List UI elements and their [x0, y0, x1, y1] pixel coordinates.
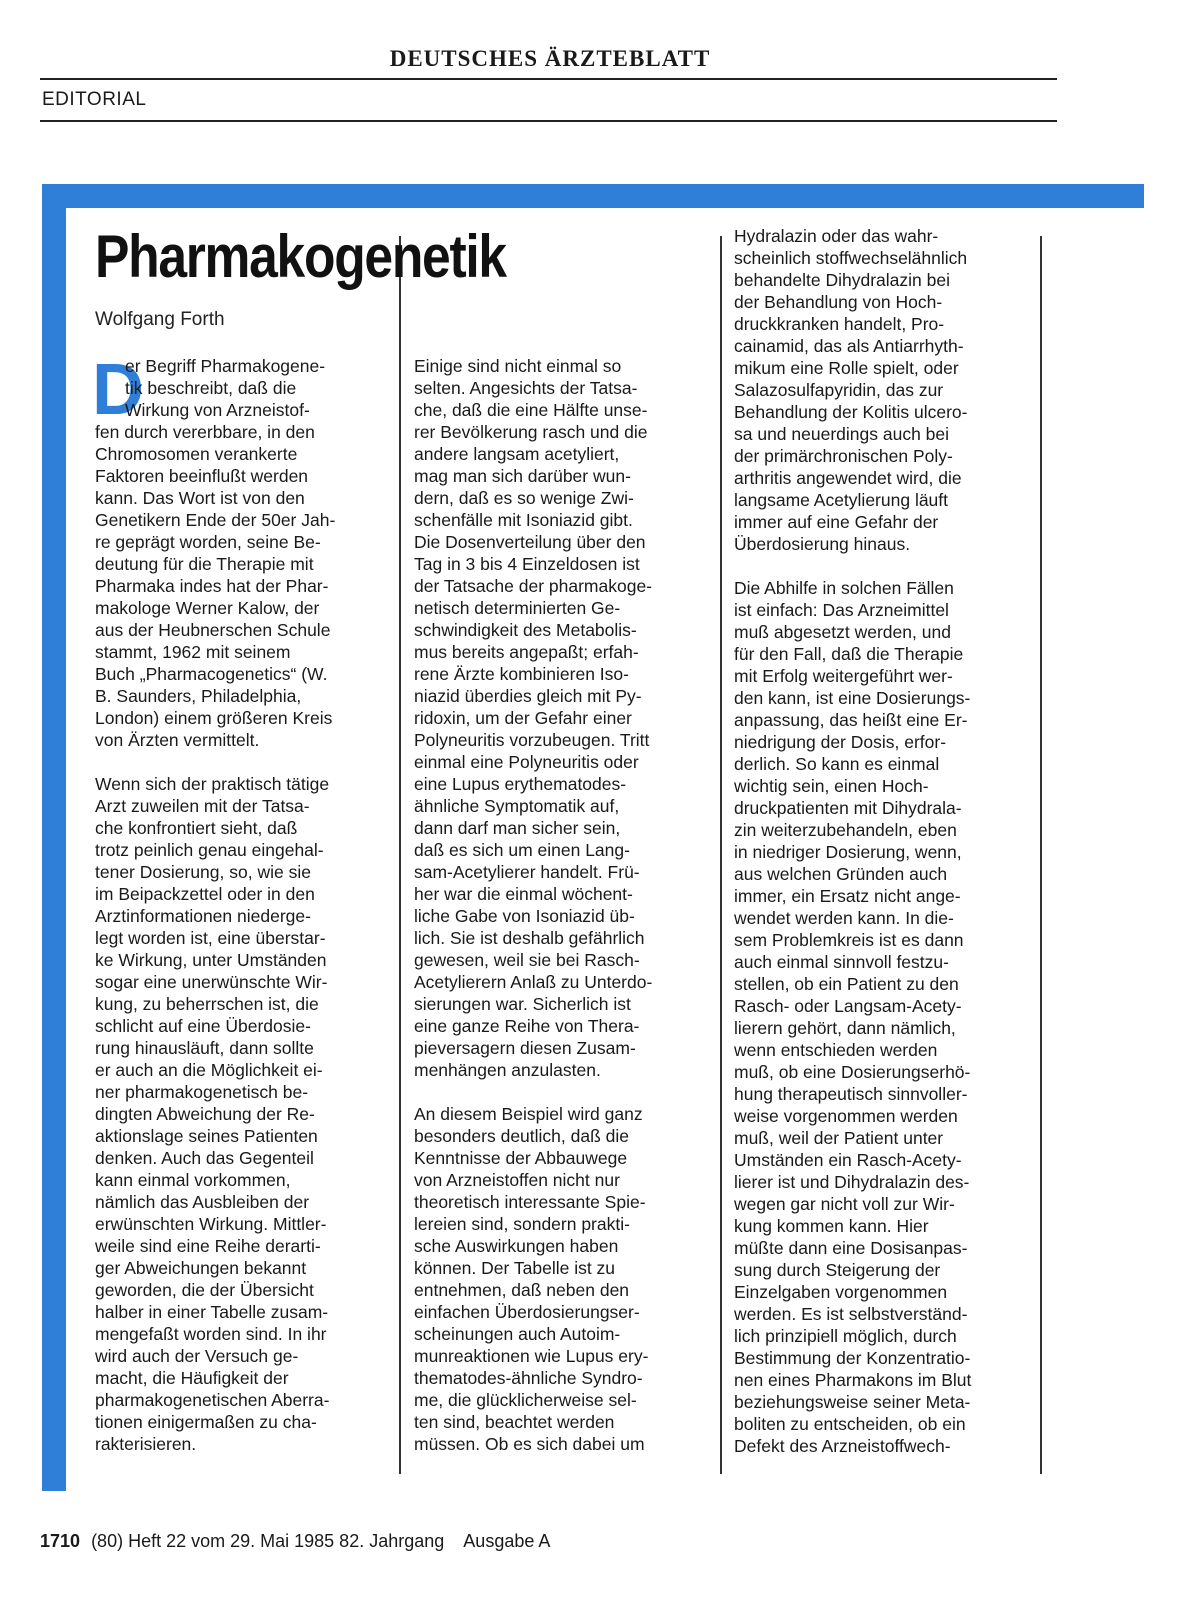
text-line: weile sind eine Reihe derarti- — [95, 1236, 321, 1256]
text-line: ner pharmakogenetisch be- — [95, 1082, 309, 1102]
text-line: muß, weil der Patient unter — [734, 1128, 944, 1148]
text-line: arthritis angewendet wird, die — [734, 468, 962, 488]
text-line: Einzelgaben vorgenommen — [734, 1282, 948, 1302]
text-line: lierern gehört, dann nämlich, — [734, 1018, 956, 1038]
text-line: der Behandlung von Hoch- — [734, 292, 943, 312]
text-line: pharmakogenetischen Aberra- — [95, 1390, 330, 1410]
paragraph-gap — [414, 1081, 652, 1103]
paragraph-gap — [734, 555, 971, 577]
text-line: aktionslage seines Patienten — [95, 1126, 318, 1146]
text-line: sche Auswirkungen haben — [414, 1236, 619, 1256]
masthead: DEUTSCHES ÄRZTEBLATT — [389, 46, 711, 71]
text-line: sung durch Steigerung der — [734, 1260, 941, 1280]
text-line: wird auch der Versuch ge- — [95, 1346, 299, 1366]
text-line: mag man sich darüber wun- — [414, 466, 631, 486]
text-line: ist einfach: Das Arzneimittel — [734, 600, 949, 620]
text-line: che, daß die eine Hälfte unse- — [414, 400, 648, 420]
text-line: aus der Heubnerschen Schule — [95, 620, 331, 640]
text-line: lich prinzipiell möglich, durch — [734, 1326, 957, 1346]
text-line: che konfrontiert sieht, daß — [95, 818, 298, 838]
text-line: gewesen, weil sie bei Rasch- — [414, 950, 640, 970]
text-line: macht, die Häufigkeit der — [95, 1368, 289, 1388]
text-line: Faktoren beeinflußt werden — [95, 466, 309, 486]
page-number: 1710 — [40, 1531, 81, 1551]
text-line: tener Dosierung, so, wie sie — [95, 862, 311, 882]
text-line: Defekt des Arzneistoffwech- — [734, 1436, 951, 1456]
text-line: mengefaßt worden sind. In ihr — [95, 1324, 327, 1344]
text-line: Genetikern Ende der 50er Jah- — [95, 510, 336, 530]
text-line: thematodes-ähnliche Syndro- — [414, 1368, 643, 1388]
text-line: auch einmal sinnvoll festzu- — [734, 952, 949, 972]
text-line: Umständen ein Rasch-Acety- — [734, 1150, 962, 1170]
edition-label: Ausgabe A — [463, 1531, 551, 1551]
text-line: legt worden ist, eine überstar- — [95, 928, 326, 948]
text-line: mus bereits angepaßt; erfah- — [414, 642, 639, 662]
text-line: rung hinausläuft, dann sollte — [95, 1038, 314, 1058]
text-line: anpassung, das heißt eine Er- — [734, 710, 968, 730]
text-line: der primärchronischen Poly- — [734, 446, 953, 466]
text-line: ke Wirkung, unter Umständen — [95, 950, 327, 970]
text-line: tionen einigermaßen zu cha- — [95, 1412, 317, 1432]
text-line: wendet werden kann. In die- — [734, 908, 954, 928]
text-line: erwünschten Wirkung. Mittler- — [95, 1214, 327, 1234]
text-line: der Tatsache der pharmakoge- — [414, 576, 653, 596]
text-line: Bestimmung der Konzentratio- — [734, 1348, 971, 1368]
text-line: entnehmen, daß neben den — [414, 1280, 630, 1300]
text-line: liche Gabe von Isoniazid üb- — [414, 906, 635, 926]
text-line: B. Saunders, Philadelphia, — [95, 686, 302, 706]
paragraph-gap — [95, 751, 335, 773]
text-line: Die Dosenverteilung über den — [414, 532, 646, 552]
text-line: Überdosierung hinaus. — [734, 534, 911, 554]
text-line: druckkranken handelt, Pro- — [734, 314, 945, 334]
drop-cap: D — [92, 350, 144, 430]
text-line: denken. Auch das Gegenteil — [95, 1148, 314, 1168]
text-line: dingten Abweichung der Re- — [95, 1104, 315, 1124]
text-line: sem Problemkreis ist es dann — [734, 930, 964, 950]
text-line: stammt, 1962 mit seinem — [95, 642, 291, 662]
article-column-2 — [414, 355, 652, 1455]
text-line: dann darf man sicher sein, — [414, 818, 621, 838]
text-line: her war die einmal wöchent- — [414, 884, 633, 904]
text-line: sa und neuerdings auch bei — [734, 424, 950, 444]
text-line: schenfälle mit Isoniazid gibt. — [414, 510, 633, 530]
text-line: fen durch vererbbare, in den — [95, 422, 315, 442]
text-line: einmal eine Polyneuritis oder — [414, 752, 639, 772]
text-line: London) einem größeren Kreis — [95, 708, 333, 728]
text-line: schlicht auf eine Überdosie- — [95, 1016, 311, 1036]
column-divider — [1040, 236, 1042, 1474]
text-line: andere langsam acetyliert, — [414, 444, 620, 464]
text-line: Die Abhilfe in solchen Fällen — [734, 578, 954, 598]
text-line: tik beschreibt, daß die — [125, 378, 297, 398]
text-line: weise vorgenommen werden — [734, 1106, 958, 1126]
text-line: rene Ärzte kombinieren Iso- — [414, 664, 629, 684]
text-line: nen eines Pharmakons im Blut — [734, 1370, 972, 1390]
text-line: kann. Das Wort ist von den — [95, 488, 305, 508]
text-line: scheinungen auch Autoim- — [414, 1324, 621, 1344]
text-line: druckpatienten mit Dihydrala- — [734, 798, 962, 818]
column-divider — [399, 236, 401, 1474]
text-line: makologe Werner Kalow, der — [95, 598, 320, 618]
text-line: scheinlich stoffwechselähnlich — [734, 248, 968, 268]
text-line: Rasch- oder Langsam-Acety- — [734, 996, 962, 1016]
text-line: geworden, die der Übersicht — [95, 1280, 314, 1300]
text-line: müssen. Ob es sich dabei um — [414, 1434, 645, 1454]
article-column-1 — [95, 355, 335, 1455]
text-line: ähnliche Symptomatik auf, — [414, 796, 620, 816]
page-footer — [40, 1531, 550, 1552]
text-line: mit Erfolg weitergeführt wer- — [734, 666, 953, 686]
text-line: von Ärzten vermittelt. — [95, 730, 260, 750]
text-line: niazid überdies gleich mit Py- — [414, 686, 642, 706]
text-line: Tag in 3 bis 4 Einzeldosen ist — [414, 554, 640, 574]
text-line: müßte dann eine Dosisanpas- — [734, 1238, 968, 1258]
text-line: rer Bevölkerung rasch und die — [414, 422, 648, 442]
text-line: eine ganze Reihe von Thera- — [414, 1016, 640, 1036]
text-line: boliten zu entscheiden, ob ein — [734, 1414, 966, 1434]
text-line: besonders deutlich, daß die — [414, 1126, 629, 1146]
text-line: einfachen Überdosierungser- — [414, 1302, 640, 1322]
text-line: menhängen anzulasten. — [414, 1060, 601, 1080]
text-line: den kann, ist eine Dosierungs- — [734, 688, 971, 708]
text-line: kung kommen kann. Hier — [734, 1216, 929, 1236]
text-line: behandelte Dihydralazin bei — [734, 270, 950, 290]
section-rule — [40, 120, 1057, 122]
text-line: eine Lupus erythematodes- — [414, 774, 627, 794]
article-column-3 — [734, 225, 971, 1457]
text-line: kann einmal vorkommen, — [95, 1170, 291, 1190]
text-line: mikum eine Rolle spielt, oder — [734, 358, 959, 378]
text-line: hung therapeutisch sinnvoller- — [734, 1084, 968, 1104]
text-line: derlich. So kann es einmal — [734, 754, 940, 774]
text-line: Wenn sich der praktisch tätige — [95, 774, 330, 794]
text-line: nämlich das Ausbleiben der — [95, 1192, 310, 1212]
text-line: Behandlung der Kolitis ulcero- — [734, 402, 968, 422]
text-line: selten. Angesichts der Tatsa- — [414, 378, 638, 398]
text-line: ger Abweichungen bekannt — [95, 1258, 307, 1278]
text-line: lierer ist und Dihydralazin des- — [734, 1172, 970, 1192]
text-line: Wirkung von Arzneistof- — [125, 400, 310, 420]
text-line: beziehungsweise seiner Meta- — [734, 1392, 971, 1412]
text-line: er auch an die Möglichkeit ei- — [95, 1060, 323, 1080]
text-line: sierungen war. Sicherlich ist — [414, 994, 631, 1014]
text-line: An diesem Beispiel wird ganz — [414, 1104, 643, 1124]
text-line: ridoxin, um der Gefahr einer — [414, 708, 632, 728]
text-line: cainamid, das als Antiarrhyth- — [734, 336, 964, 356]
text-line: langsame Acetylierung läuft — [734, 490, 949, 510]
text-line: Arztinformationen niederge- — [95, 906, 311, 926]
text-line: aus welchen Gründen auch — [734, 864, 948, 884]
text-line: pieversagern diesen Zusam- — [414, 1038, 636, 1058]
text-line: Einige sind nicht einmal so — [414, 356, 622, 376]
text-line: kung, zu beherrschen ist, die — [95, 994, 319, 1014]
text-line: immer, ein Ersatz nicht ange- — [734, 886, 961, 906]
text-line: muß, ob eine Dosierungserhö- — [734, 1062, 971, 1082]
header-rule — [40, 78, 1057, 80]
article-title: Pharmakogenetik — [95, 223, 506, 290]
section-label: EDITORIAL — [42, 89, 147, 110]
text-line: me, die glücklicherweise sel- — [414, 1390, 637, 1410]
text-line: Buch „Pharmacogenetics“ (W. — [95, 664, 328, 684]
text-line: netisch determinierten Ge- — [414, 598, 621, 618]
text-line: Acetylierern Anlaß zu Unterdo- — [414, 972, 653, 992]
text-line: halber in einer Tabelle zusam- — [95, 1302, 329, 1322]
text-line: Salazosulfapyridin, das zur — [734, 380, 944, 400]
text-line: immer auf eine Gefahr der — [734, 512, 939, 532]
text-line: muß abgesetzt werden, und — [734, 622, 951, 642]
text-line: Arzt zuweilen mit der Tatsa- — [95, 796, 310, 816]
text-line: wichtig sein, einen Hoch- — [734, 776, 929, 796]
text-line: Hydralazin oder das wahr- — [734, 226, 939, 246]
text-line: re geprägt worden, seine Be- — [95, 532, 321, 552]
text-line: rakterisieren. — [95, 1434, 197, 1454]
text-line: munreaktionen wie Lupus ery- — [414, 1346, 649, 1366]
text-line: können. Der Tabelle ist zu — [414, 1258, 616, 1278]
text-line: daß es sich um einen Lang- — [414, 840, 630, 860]
text-line: ten sind, beachtet werden — [414, 1412, 615, 1432]
column-divider — [720, 236, 722, 1474]
text-line: wegen gar nicht voll zur Wir- — [734, 1194, 955, 1214]
text-line: deutung für die Therapie mit — [95, 554, 314, 574]
text-line: in niedriger Dosierung, wenn, — [734, 842, 962, 862]
text-line: stellen, ob ein Patient zu den — [734, 974, 959, 994]
text-line: zin weiterzubehandeln, eben — [734, 820, 957, 840]
text-line: werden. Es ist selbstverständ- — [734, 1304, 968, 1324]
text-line: schwindigkeit des Metabolis- — [414, 620, 637, 640]
text-line: Polyneuritis vorzubeugen. Tritt — [414, 730, 650, 750]
text-line: lereien sind, sondern prakti- — [414, 1214, 630, 1234]
text-line: Pharmaka indes hat der Phar- — [95, 576, 329, 596]
text-line: dern, daß es so wenige Zwi- — [414, 488, 634, 508]
text-line: er Begriff Pharmakogene- — [125, 356, 326, 376]
text-line: trotz peinlich genau eingehal- — [95, 840, 324, 860]
text-line: Kenntnisse der Abbauwege — [414, 1148, 628, 1168]
text-line: für den Fall, daß die Therapie — [734, 644, 964, 664]
text-line: wenn entschieden werden — [734, 1040, 938, 1060]
text-line: im Beipackzettel oder in den — [95, 884, 315, 904]
text-line: Chromosomen verankerte — [95, 444, 298, 464]
text-line: von Arzneistoffen nicht nur — [414, 1170, 620, 1190]
text-line: sam-Acetylierer handelt. Frü- — [414, 862, 640, 882]
article-author: Wolfgang Forth — [95, 309, 225, 330]
issue-info: (80) Heft 22 vom 29. Mai 1985 82. Jahrgang — [91, 1531, 445, 1551]
text-line: niedrigung der Dosis, erfor- — [734, 732, 947, 752]
text-line: sogar eine unerwünschte Wir- — [95, 972, 328, 992]
text-line: theoretisch interessante Spie- — [414, 1192, 646, 1212]
text-line: lich. Sie ist deshalb gefährlich — [414, 928, 645, 948]
